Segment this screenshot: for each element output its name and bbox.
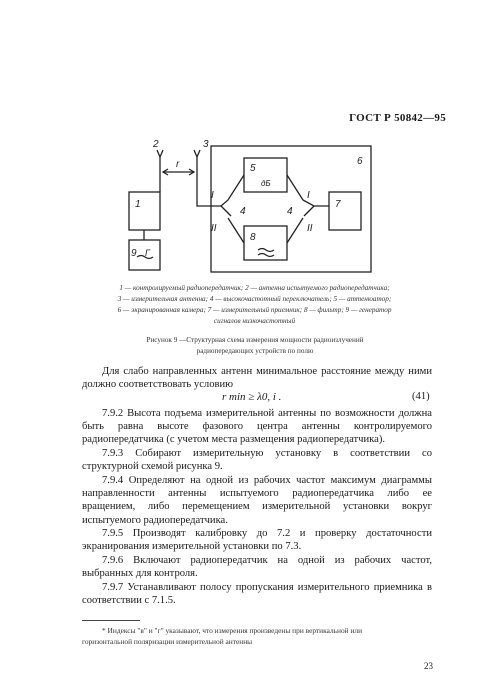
- label-block-9-g: Г: [145, 248, 150, 258]
- label-chamber-6: 6: [357, 156, 363, 167]
- formula-number: (41): [412, 391, 430, 402]
- label-switch-right-II: II: [307, 223, 313, 234]
- label-block-9: 9: [131, 248, 137, 259]
- figure-caption: Рисунок 9 —Структурная схема измерения мощности радиоизлучений радиопередающих устройств по полю: [146, 336, 364, 355]
- paragraph-7-9-4: 7.9.4 Определяют на одной из рабочих частот максимум диаграммы направленности антенны испытуемого радиопередатчика либо ее вращением, либо перемещением измерительной установки вокруг испытуемого радиопередатчика.: [82, 475, 432, 526]
- paragraph-7-9-6: 7.9.6 Включают радиопередатчик на одной из рабочих частот, выбранных для контроля.: [82, 555, 432, 580]
- label-switch-left-II: II: [211, 223, 217, 234]
- formula: r min ≥ λ0, i .: [222, 391, 282, 403]
- label-block-1: 1: [135, 199, 141, 210]
- paragraph-7-9-3: 7.9.3 Собирают измерительную установку в соответствии со структурной схемой рисунка 9.: [82, 448, 432, 473]
- paragraph-intro: Для слабо направленных антенн минимальное расстояние между ними должно соответствовать условию: [82, 366, 432, 391]
- paragraph-7-9-2: 7.9.2 Высота подъема измерительной антенны по возможности должна быть равна высоте фазового центра антенны контролируемого радиопередатчика (с учетом места размещения радиопередатчика).: [82, 408, 432, 446]
- document-header: ГОСТ Р 50842—95: [349, 112, 446, 124]
- label-block-7: 7: [335, 199, 341, 210]
- label-block-5: 5: [250, 163, 256, 174]
- paragraph-7-9-7: 7.9.7 Устанавливают полосу пропускания измерительного приемника в соответствии с 7.1.5.: [82, 582, 432, 607]
- label-switch-right-I: I: [307, 190, 310, 201]
- paragraph-7-9-5: 7.9.5 Производят калибровку до 7.2 и проверку достаточности экранирования измерительной установки по 7.3.: [82, 528, 432, 553]
- footnote-separator: [82, 620, 140, 621]
- label-distance-r: r: [176, 159, 180, 170]
- label-switch-left-I: I: [211, 190, 214, 201]
- figure-legend: 1 — контролируемый радиопередатчик; 2 — антенна испытуемого радиопередатчика; 3 — измерительная антенна; 4 — высокочастотный переключатель; 5 — аттенюатор; 6 — экранированная камера; 7 — измерительный приемник; 8 — фильтр; 9 — генератор сигналов низкочастотный: [117, 284, 392, 325]
- footnote: * Индексы "в" и "г" указывают, что измерения произведены при вертикальной или горизонтальной поляризации измерительной антенны: [82, 626, 363, 646]
- label-switch-left-4: 4: [240, 206, 246, 217]
- label-block-8: 8: [250, 232, 256, 243]
- label-antenna-3: 3: [203, 139, 209, 150]
- page-number: 23: [424, 661, 433, 671]
- block-transmitter: [129, 192, 160, 230]
- label-switch-right-4: 4: [287, 206, 293, 217]
- label-block-5-db: дБ: [261, 179, 271, 188]
- block-receiver: [329, 192, 361, 230]
- block-diagram: [100, 130, 390, 280]
- label-antenna-2: 2: [153, 139, 159, 150]
